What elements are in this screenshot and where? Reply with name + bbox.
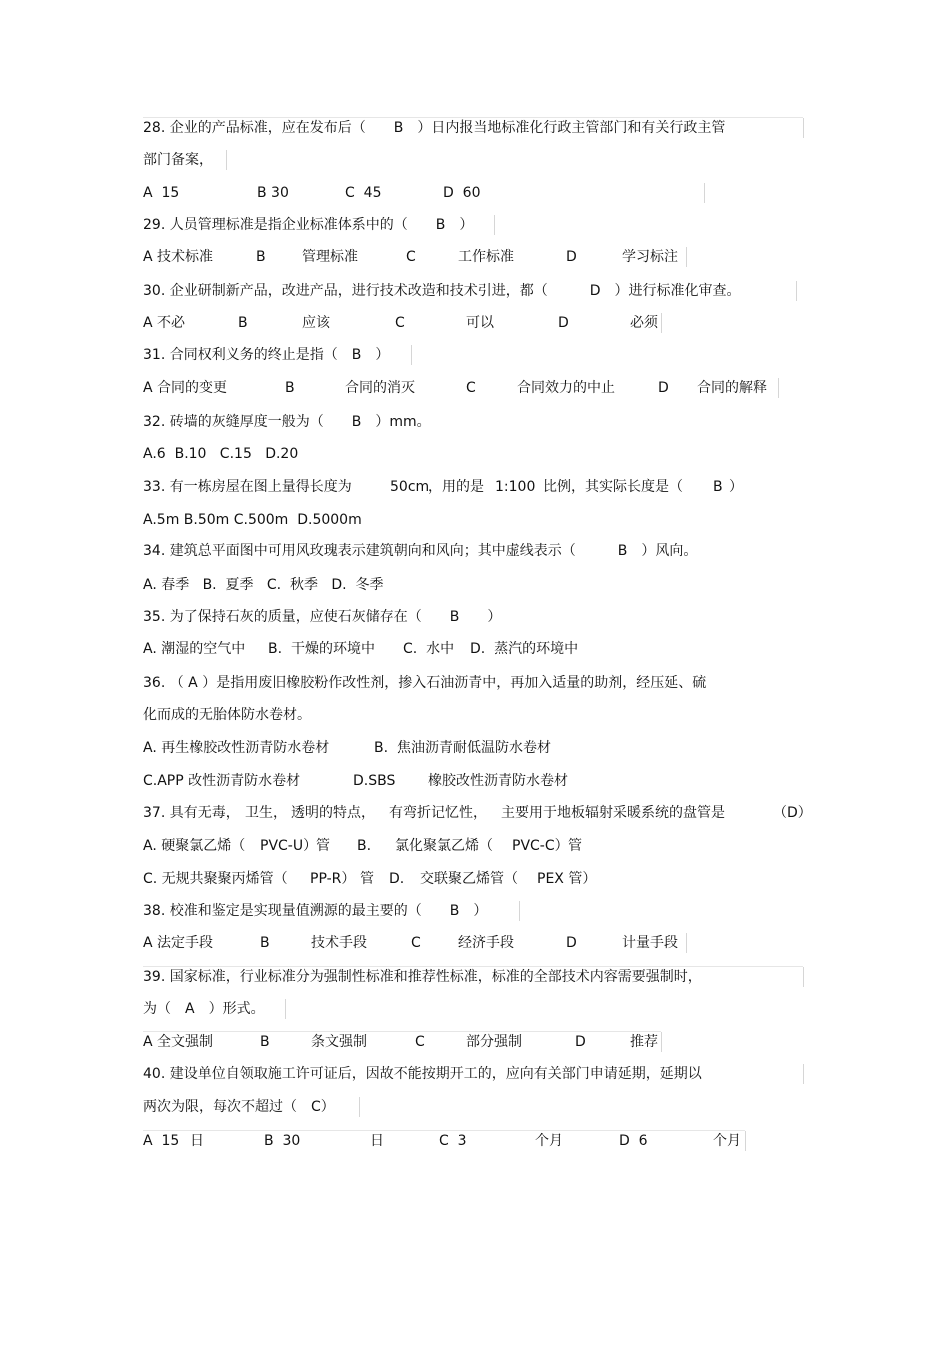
option-d-text: 橡胶改性沥青防水卷材: [428, 773, 568, 789]
option-c: C.APP 改性沥青防水卷材: [143, 773, 301, 789]
option-c: C 45: [345, 185, 382, 201]
option-a: A. 潮湿的空气中: [143, 641, 246, 657]
option-d-letter: D: [566, 935, 577, 951]
divider: [226, 150, 227, 170]
question-40-stem-line-2: 两次为限，每次不超过（ C）: [143, 1099, 335, 1115]
question-37-stem: 37. 具有无毒， 卫生， 透明的特点， 有弯折记忆性， 主要用于地板辐射采暖系统的盘管是 （D）: [143, 805, 812, 821]
question-39-stem-line-1: 39. 国家标准，行业标准分为强制性标准和推荐性标准，标准的全部技术内容需要强制时，: [143, 969, 702, 985]
option-b-text: 合同的消灭: [345, 380, 415, 396]
option-b: B. 焦油沥青耐低温防水卷材: [374, 740, 551, 756]
divider: [143, 1130, 745, 1131]
question-33-options: A.5m B.50m C.500m D.5000m: [143, 512, 362, 528]
option-b: B 30: [257, 185, 289, 201]
option-a: A 法定手段: [143, 935, 214, 951]
question-32-stem: 32. 砖墙的灰缝厚度一般为（ B ）mm。: [143, 414, 431, 430]
divider: [143, 966, 803, 967]
option-d-letter: D: [575, 1034, 586, 1050]
question-35-options: [143, 638, 579, 660]
question-36-stem-line-1: 36. （ A ）是指用废旧橡胶粉作改性剂，掺入石油沥青中，再加入适量的助剂，经压延、硫: [143, 675, 707, 691]
divider: [494, 215, 495, 235]
question-38-stem: 38. 校准和鉴定是实现量值溯源的最主要的（ B ）: [143, 903, 488, 919]
question-37-options-row-1: A. 硬聚氯乙烯（ PVC-U） 管 B. 氯化聚氯乙烯（ PVC-C） 管: [143, 838, 582, 854]
divider: [686, 247, 687, 267]
option-a: A 合同的变更: [143, 380, 228, 396]
divider: [803, 118, 804, 138]
option-c-text: 经济手段: [458, 935, 514, 951]
divider: [778, 378, 779, 398]
option-d-text: 必须: [630, 315, 658, 331]
option-c-letter: C: [415, 1034, 425, 1050]
question-31-options: [143, 377, 767, 399]
option-c-text: 工作标准: [458, 249, 514, 265]
option-d-letter: D: [566, 249, 577, 265]
question-40-options: A 15 日 B 30 日 C 3 个月 D 6 个月: [143, 1133, 741, 1149]
question-32-options: A.6 B.10 C.15 D.20: [143, 446, 299, 462]
option-c-text: 合同效力的中止: [517, 380, 615, 396]
option-d-code: D.SBS: [353, 773, 396, 789]
divider: [285, 999, 286, 1019]
option-a: A 技术标准: [143, 249, 214, 265]
question-40-stem-line-1: 40. 建设单位自领取施工许可证后，因故不能按期开工的，应向有关部门申请延期，延期以: [143, 1066, 702, 1082]
option-d-text: 推荐: [630, 1034, 658, 1050]
option-b-letter: B: [285, 380, 295, 396]
question-37-options-row-2: C. 无规共聚聚丙烯管（ PP-R） 管 D. 交联聚乙烯管（ PEX 管）: [143, 871, 597, 887]
option-c-letter: C: [466, 380, 476, 396]
question-36-stem-line-2: 化而成的无胎体防水卷材。: [143, 707, 311, 723]
option-c-letter: C: [395, 315, 405, 331]
option-d-text: 学习标注: [622, 249, 678, 265]
option-c-text: 部分强制: [466, 1034, 522, 1050]
option-b-text: 技术手段: [311, 935, 367, 951]
option-a: A 15: [143, 185, 180, 201]
question-28-stem-line-2: 部门备案，: [143, 152, 213, 168]
divider: [745, 1131, 746, 1151]
question-35-stem: 35. 为了保持石灰的质量，应使石灰储存在（ B ）: [143, 609, 502, 625]
option-b-text: 应该: [302, 315, 330, 331]
option-b-text: 管理标准: [302, 249, 358, 265]
question-29-options: [143, 246, 678, 268]
option-d-letter: D: [658, 380, 669, 396]
question-38-options: [143, 932, 678, 954]
option-b-letter: B: [238, 315, 248, 331]
option-d: D 60: [443, 185, 481, 201]
option-a: A 不必: [143, 315, 186, 331]
option-d-text: 合同的解释: [697, 380, 767, 396]
divider: [686, 933, 687, 953]
divider: [519, 901, 520, 921]
question-31-stem: 31. 合同权利义务的终止是指（ B ）: [143, 347, 390, 363]
divider: [661, 1032, 662, 1052]
option-c-letter: C: [406, 249, 416, 265]
question-39-options: [143, 1031, 658, 1053]
divider: [661, 313, 662, 333]
question-36-options-row-2: [143, 770, 568, 792]
question-34-stem: 34. 建筑总平面图中可用风玫瑰表示建筑朝向和风向；其中虚线表示（ B ）风向。: [143, 543, 698, 559]
question-29-stem: 29. 人员管理标准是指企业标准体系中的（ B ）: [143, 217, 474, 233]
option-b-letter: B: [260, 935, 270, 951]
question-36-options-row-1: [143, 737, 551, 759]
divider: [803, 1064, 804, 1084]
question-28-stem-line-1: 28. 企业的产品标准，应在发布后（ B ）日内报当地标准化行政主管部门和有关行政主管: [143, 120, 726, 136]
option-d-text: 计量手段: [622, 935, 678, 951]
option-d: D. 蒸汽的环境中: [470, 641, 579, 657]
option-d-letter: D: [558, 315, 569, 331]
option-b-letter: B: [260, 1034, 270, 1050]
divider: [143, 117, 803, 118]
question-30-stem: 30. 企业研制新产品，改进产品，进行技术改造和技术引进，都（ D ）进行标准化审查。: [143, 283, 741, 299]
option-c: C. 水中: [403, 641, 455, 657]
divider: [796, 281, 797, 301]
option-a: A. 再生橡胶改性沥青防水卷材: [143, 740, 330, 756]
question-28-options: [143, 182, 481, 204]
option-c-text: 可以: [466, 315, 494, 331]
question-34-options: A. 春季 B. 夏季 C. 秋季 D. 冬季: [143, 577, 384, 593]
option-b-text: 条文强制: [311, 1034, 367, 1050]
question-39-stem-line-2: 为（ A ）形式。: [143, 1001, 265, 1017]
divider: [704, 183, 705, 203]
option-c-letter: C: [411, 935, 421, 951]
question-33-stem: 33. 有一栋房屋在图上量得长度为 50cm ，用的是 1:100 比例，其实际长度是（ B ）: [143, 479, 743, 495]
option-b-letter: B: [256, 249, 266, 265]
option-a: A 全文强制: [143, 1034, 214, 1050]
question-30-options: [143, 312, 658, 334]
divider: [143, 1031, 661, 1032]
option-b: B. 干燥的环境中: [268, 641, 375, 657]
divider: [411, 345, 412, 365]
divider: [359, 1097, 360, 1117]
divider: [803, 967, 804, 987]
